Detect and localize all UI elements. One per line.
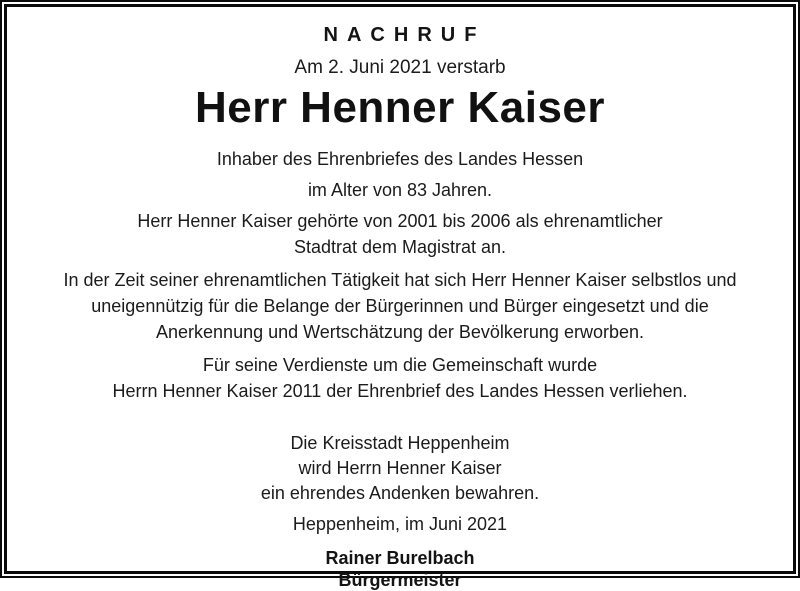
signature-title: Bürgermeister	[338, 570, 462, 590]
service-line: Herr Henner Kaiser gehörte von 2001 bis 2006 als ehrenamtlicher	[137, 211, 663, 231]
award-line: Für seine Verdienste um die Gemeinschaft wurde	[202, 355, 598, 375]
age-line: im Alter von 83 Jahren.	[307, 180, 493, 200]
notice-content	[17, 24, 783, 590]
tribute-line: Anerkennung und Wertschätzung der Bevölkerung erworben.	[156, 322, 644, 342]
remembrance-paragraph	[17, 431, 783, 506]
service-line: Stadtrat dem Magistrat an.	[293, 237, 507, 257]
award-paragraph	[17, 352, 783, 404]
award-line: Herrn Henner Kaiser 2011 der Ehrenbrief des Landes Hessen verliehen.	[112, 381, 688, 401]
service-paragraph	[17, 208, 783, 260]
remembrance-line: ein ehrendes Andenken bewahren.	[260, 483, 540, 503]
nachruf-heading: NACHRUF	[323, 24, 486, 46]
place-date-line: Heppenheim, im Juni 2021	[292, 514, 508, 534]
tribute-paragraph	[17, 267, 783, 345]
tribute-line: In der Zeit seiner ehrenamtlichen Tätigkeit hat sich Herr Henner Kaiser selbstlos und	[63, 270, 737, 290]
honor-line: Inhaber des Ehrenbriefes des Landes Hessen	[216, 149, 584, 169]
inner-frame-border	[4, 4, 796, 590]
death-date-line: Am 2. Juni 2021 verstarb	[294, 57, 506, 78]
tribute-line: uneigennützig für die Belange der Bürgerinnen und Bürger eingesetzt und die	[91, 296, 709, 316]
remembrance-line: wird Herrn Henner Kaiser	[298, 458, 502, 478]
signature-block	[17, 547, 783, 591]
signature-name: Rainer Burelbach	[325, 548, 475, 568]
remembrance-line: Die Kreisstadt Heppenheim	[290, 433, 510, 453]
deceased-name: Herr Henner Kaiser	[194, 83, 606, 132]
